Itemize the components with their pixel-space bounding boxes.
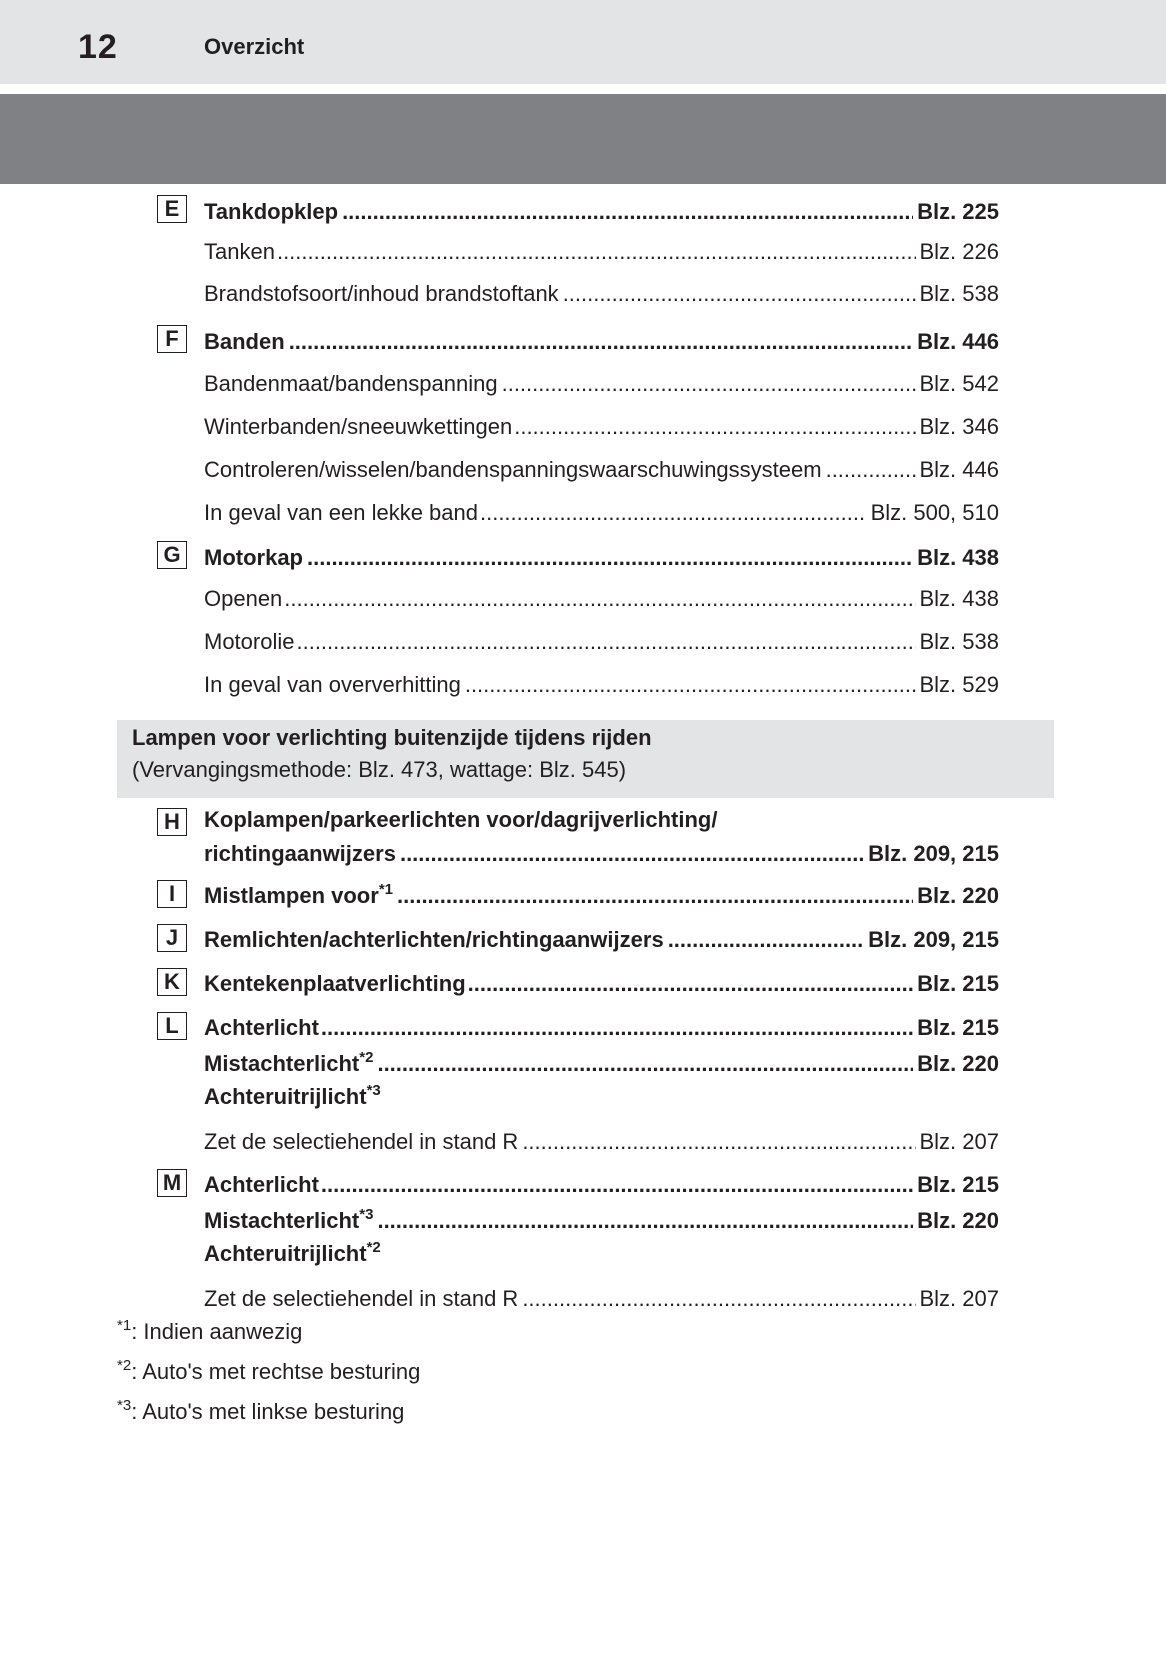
leader-dots [289, 328, 913, 356]
leader-dots [522, 1285, 915, 1313]
leader-dots [377, 1050, 913, 1078]
leader-dots [321, 1171, 913, 1199]
index-row [204, 234, 999, 266]
entry-label: richtingaanwijzers [204, 841, 396, 866]
section-title: Overzicht [204, 34, 305, 59]
entry-label: Achteruitrijlicht$^{*2}$ [204, 1238, 381, 1266]
entry-label: Achterlicht [204, 1015, 319, 1040]
footnote-ref: *1 [378, 880, 393, 898]
entry-label: Controleren/wisselen/bandenspanningswaarschuwingssysteem [204, 457, 822, 482]
index-row [204, 1010, 999, 1042]
letter-box-j: J [157, 924, 187, 952]
leader-dots [400, 840, 864, 868]
index-row [204, 194, 999, 226]
page-ref: Blz. 438 [917, 545, 999, 570]
page-number: 12 [78, 28, 118, 66]
header-band [0, 94, 1166, 184]
letter-box-l: L [157, 1012, 187, 1040]
index-row [204, 836, 999, 868]
lamps-section-title: Lampen voor verlichting buitenzijde tijdens rijden [132, 725, 652, 750]
entry-label: Mistlampen voor$^{*1}$ [204, 880, 393, 908]
leader-dots [514, 413, 915, 441]
leader-dots [377, 1207, 913, 1235]
index-row [204, 495, 999, 527]
index-row [204, 624, 999, 656]
leader-dots [522, 1128, 915, 1156]
footnote-ref: *2 [359, 1048, 374, 1066]
letter-box-i: I [157, 880, 187, 908]
index-row [204, 1167, 999, 1199]
index-row [204, 366, 999, 398]
index-row [204, 667, 999, 699]
leader-dots [284, 585, 915, 613]
index-row [204, 276, 999, 308]
leader-dots [321, 1014, 913, 1042]
index-row [204, 922, 999, 954]
leader-dots [826, 456, 916, 484]
leader-dots [502, 370, 916, 398]
page-ref: Blz. 446 [919, 457, 999, 482]
footnote: $^{*1}$: Indien aanwezig [117, 1316, 303, 1344]
entry-label: Banden [204, 329, 285, 354]
entry-label: Zet de selectiehendel in stand R [204, 1286, 519, 1311]
footnote: $^{*3}$: Auto's met linkse besturing [117, 1396, 405, 1424]
page-ref: Blz. 346 [919, 414, 999, 439]
index-row [204, 1124, 999, 1156]
entry-label: Motorolie [204, 629, 295, 654]
index-row [204, 409, 999, 441]
page-ref: Blz. 538 [919, 281, 999, 306]
page-ref: Blz. 207 [919, 1129, 999, 1154]
entry-label: Koplampen/parkeerlichten voor/dagrijverlichting/ [204, 807, 718, 832]
page-ref: Blz. 215 [917, 971, 999, 996]
entry-label: Bandenmaat/bandenspanning [204, 371, 498, 396]
entry-label: Winterbanden/sneeuwkettingen [204, 414, 513, 439]
page-ref: Blz. 215 [917, 1015, 999, 1040]
leader-dots [468, 970, 913, 998]
footnote: $^{*2}$: Auto's met rechtse besturing [117, 1356, 421, 1384]
letter-box-e: E [157, 195, 187, 223]
leader-dots [342, 198, 913, 226]
entry-label: Achterlicht [204, 1172, 319, 1197]
leader-dots [277, 238, 916, 266]
index-row [204, 324, 999, 356]
entry-label: Brandstofsoort/inhoud brandstoftank [204, 281, 559, 306]
index-row [204, 1203, 999, 1235]
leader-dots [668, 926, 864, 954]
entry-label: Achteruitrijlicht$^{*3}$ [204, 1081, 381, 1109]
page-header [0, 0, 1166, 84]
letter-box-g: G [157, 541, 187, 569]
page-ref: Blz. 226 [919, 239, 999, 264]
entry-label: Motorkap [204, 545, 303, 570]
page-ref: Blz. 529 [919, 672, 999, 697]
entry-label: Zet de selectiehendel in stand R [204, 1129, 519, 1154]
leader-dots [397, 882, 913, 910]
page-ref: Blz. 220 [917, 1051, 999, 1076]
letter-box-m: M [157, 1169, 187, 1197]
leader-dots [307, 544, 913, 572]
page-ref: Blz. 538 [919, 629, 999, 654]
page-ref: Blz. 207 [919, 1286, 999, 1311]
page-ref: Blz. 209, 215 [868, 841, 999, 866]
entry-label: Tankdopklep [204, 199, 339, 224]
entry-label: Mistachterlicht$^{*2}$ [204, 1048, 374, 1076]
leader-dots [296, 628, 915, 656]
page-ref: Blz. 542 [919, 371, 999, 396]
index-row [204, 581, 999, 613]
footnote-ref: *2 [366, 1238, 381, 1256]
page-ref: Blz. 500, 510 [870, 500, 999, 525]
page-ref: Blz. 220 [917, 1208, 999, 1233]
page-ref: Blz. 215 [917, 1172, 999, 1197]
index-row [204, 1046, 999, 1078]
leader-dots [480, 499, 867, 527]
page-ref: Blz. 209, 215 [868, 927, 999, 952]
entry-label: Remlichten/achterlichten/richtingaanwijzers [204, 927, 664, 952]
page-ref: Blz. 225 [917, 199, 999, 224]
page-ref: Blz. 220 [917, 883, 999, 908]
footnote-ref: *3 [359, 1205, 374, 1223]
page-ref: Blz. 438 [919, 586, 999, 611]
entry-label: Openen [204, 586, 283, 611]
letter-box-k: K [157, 968, 187, 996]
letter-box-f: F [157, 325, 187, 353]
index-row [204, 878, 999, 910]
entry-label: Tanken [204, 239, 275, 264]
footnote-ref: *3 [366, 1081, 381, 1099]
index-row [204, 540, 999, 572]
leader-dots [465, 671, 916, 699]
lamps-section-subtitle: (Vervangingsmethode: Blz. 473, wattage: Blz. 545) [132, 757, 627, 782]
entry-label: Kentekenplaatverlichting [204, 971, 466, 996]
index-row [204, 452, 999, 484]
index-row [204, 1281, 999, 1313]
entry-label: In geval van een lekke band [204, 500, 478, 525]
letter-box-h: H [157, 808, 187, 836]
leader-dots [563, 280, 916, 308]
entry-label: Mistachterlicht$^{*3}$ [204, 1205, 374, 1233]
page-ref: Blz. 446 [917, 329, 999, 354]
entry-label: In geval van oververhitting [204, 672, 461, 697]
index-row [204, 966, 999, 998]
